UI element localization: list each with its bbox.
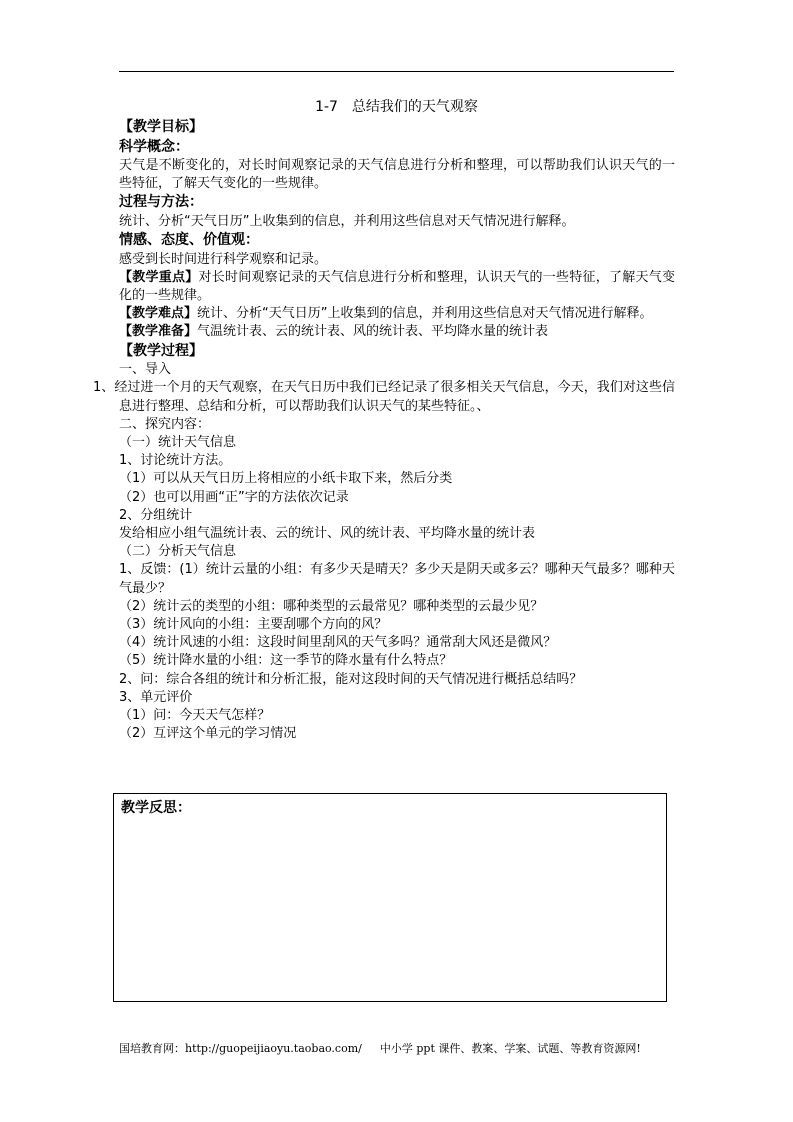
process-line: （二）分析天气信息 — [119, 544, 237, 560]
page-title: 1-7 总结我们的天气观察 — [315, 99, 478, 115]
reflection-box — [113, 793, 667, 1002]
process-heading: 【教学过程】 — [119, 342, 203, 359]
process-line: （1）可以从天气日历上将相应的小纸卡取下来，然后分类 — [119, 471, 453, 487]
preparation-label: 【教学准备】 — [119, 324, 198, 340]
process-line: 发给相应小组气温统计表、云的统计、风的统计表、平均降水量的统计表 — [119, 525, 536, 541]
goals-heading: 【教学目标】 — [119, 119, 203, 135]
key-point-text: 对长时间观察记录的天气信息进行分析和整理，认识天气的一些特征，了解天气变化的一些规律。 — [119, 269, 675, 304]
concept-text: 天气是不断变化的，对长时间观察记录的天气信息进行分析和整理，可以帮助我们认识天气的一些特征，了解天气变化的一些规律。 — [119, 158, 675, 192]
process-line: 3、单元评价 — [119, 689, 193, 705]
key-point-label: 【教学重点】 — [119, 269, 199, 285]
process-line: 2、问：综合各组的统计和分析汇报，能对这段时间的天气情况进行概括总结吗？ — [119, 671, 583, 687]
difficulty — [119, 305, 675, 323]
process-line: （2）统计云的类型的小组：哪种类型的云最常见？哪种类型的云最少见？ — [119, 598, 544, 614]
process-line: （5）统计降水量的小组：这一季节的降水量有什么特点？ — [119, 653, 453, 669]
process-line: 2、分组统计 — [119, 507, 193, 523]
method-heading: 过程与方法： — [119, 194, 203, 211]
process-line: （1）问：今天天气怎样？ — [119, 707, 271, 723]
process-line: 1、经过进一个月的天气观察，在天气日历中我们已经记录了很多相关天气信息，今天，我们对这些信息进行整理、总结和分析，可以帮助我们认识天气的某些特征。、 — [93, 380, 675, 414]
concept-heading: 科学概念： — [119, 138, 189, 155]
footer-tagline: 中小学 ppt 课件、教案、学案、试题、等教育资源网! — [379, 1042, 641, 1055]
difficulty-label: 【教学难点】 — [119, 306, 198, 322]
attitude-text: 感受到长时间进行科学观察和记录。 — [119, 251, 328, 267]
preparation-text: 气温统计表、云的统计表、风的统计表、平均降水量的统计表 — [197, 324, 549, 340]
process-line: （2）也可以用画“正”字的方法依次记录 — [119, 489, 349, 505]
reflection-label: 教学反思： — [121, 800, 191, 816]
method-text: 统计、分析“天气日历”上收集到的信息，并利用这些信息对天气情况进行解释。 — [119, 213, 575, 229]
process-line: （3）统计风向的小组：主要刮哪个方向的风？ — [119, 616, 388, 632]
difficulty-text: 统计、分析“天气日历”上收集到的信息，并利用这些信息对天气情况进行解释。 — [197, 306, 653, 322]
key-point — [119, 269, 675, 305]
process-line: 二、探究内容： — [119, 416, 211, 432]
lesson-content — [93, 118, 675, 743]
process-line: 一、导入 — [119, 362, 172, 378]
attitude-heading: 情感、态度、价值观： — [119, 232, 259, 249]
page-footer — [119, 1041, 719, 1057]
header-rule — [119, 71, 674, 72]
process-line: （一）统计天气信息 — [119, 434, 237, 450]
process-line: （4）统计风速的小组：这段时间里刮风的天气多吗？通常刮大风还是微风？ — [119, 635, 557, 651]
process-line: 1、反馈：(1）统计云量的小组：有多少天是晴天？多少天是阴天或多云？哪种天气最多？哪种天气最少？ — [119, 562, 675, 596]
process-line: （2）互评这个单元的学习情况 — [119, 726, 297, 742]
process-line: 1、讨论统计方法。 — [119, 453, 232, 469]
footer-site: 国培教育网：http://guopeijiaoyu.taobao.com/ — [119, 1042, 362, 1055]
preparation — [119, 323, 675, 341]
